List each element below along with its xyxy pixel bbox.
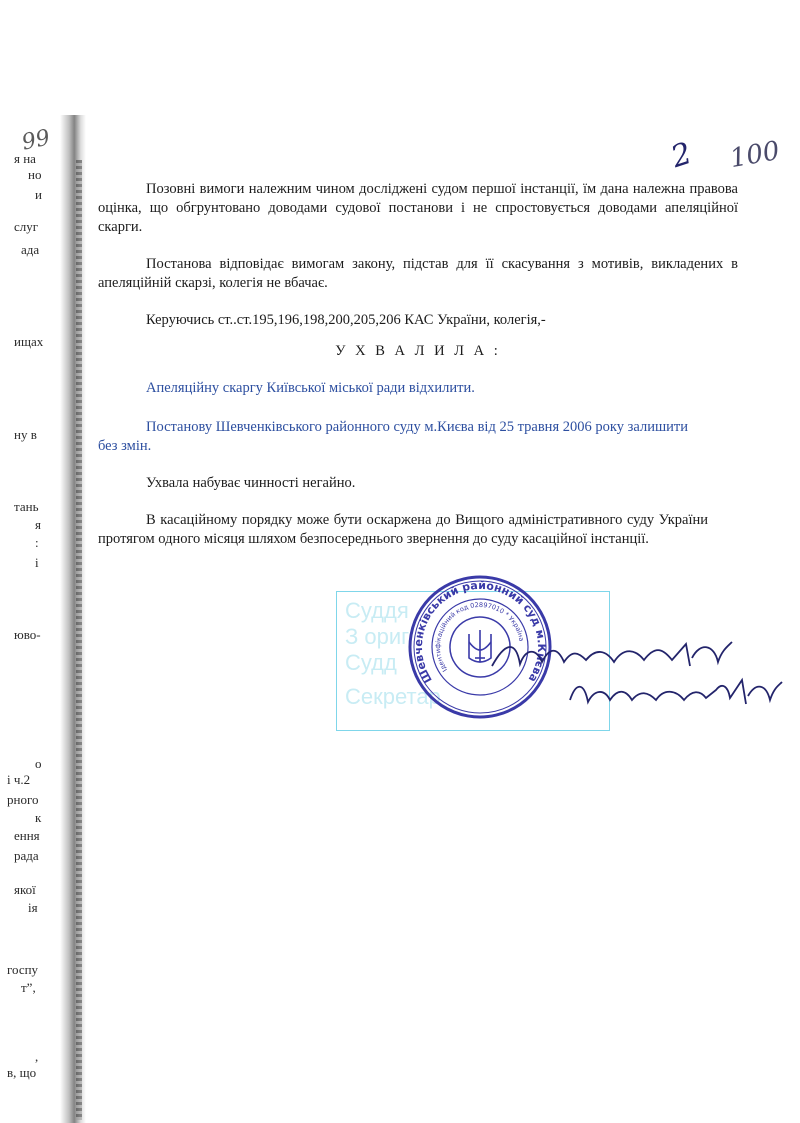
bleed-fragment: слуг <box>14 219 39 234</box>
bleed-fragment: і <box>35 555 39 570</box>
bleed-fragment: о <box>35 756 42 771</box>
certification-original-label: З ориг <box>345 624 410 649</box>
paragraph-effective <box>98 474 738 493</box>
certification-judge-label-2: Судд <box>345 650 397 675</box>
bleed-fragment: : <box>35 535 39 550</box>
handwritten-corner-mark: 99 <box>19 125 53 156</box>
bleed-fragment: т”, <box>21 980 36 995</box>
bleed-fragment: я на <box>14 151 36 166</box>
handwritten-page-number: 2 <box>667 135 697 176</box>
bleed-fragment: ищах <box>14 334 44 349</box>
binding-fold-stitching <box>76 160 82 1120</box>
bleed-fragment: рада <box>14 848 39 863</box>
bleed-fragment: в, що <box>7 1065 37 1080</box>
certification-judge-label: Суддя <box>345 598 409 623</box>
paragraph-ruling-upheld-text: Постанову Шевченківського районного суду м.Києва від 25 травня 2006 року залишити без змін. <box>98 419 688 454</box>
paragraph-appeal-rejected <box>98 379 738 398</box>
bleed-fragment: юво- <box>14 627 41 642</box>
bleed-fragment: рного <box>7 792 39 807</box>
paragraph-cassation-text: В касаційному порядку може бути оскаржена до Вищого адміністративного суду України протягом одного місяця шляхом безпосереднього звернення до суду касаційної інстанції. <box>98 512 708 547</box>
bleed-fragment: тань <box>14 499 39 514</box>
bleed-fragment: но <box>28 167 42 182</box>
bleed-fragment: ення <box>14 828 40 843</box>
bleed-fragment: госпу <box>7 962 39 977</box>
bleed-fragment: я <box>35 517 41 532</box>
paragraph-no-grounds <box>98 255 738 293</box>
paragraph-appeal-rejected-text: Апеляційну скаргу Київської міської ради відхилити. <box>146 380 475 396</box>
binding-fold-shadow <box>60 115 86 1123</box>
bleed-fragment: і ч.2 <box>7 772 31 787</box>
handwritten-folio-number: 100 <box>727 135 782 175</box>
bleed-fragment: ія <box>28 900 38 915</box>
paragraph-ruling-upheld <box>98 418 688 456</box>
paragraph-evaluation <box>98 180 738 237</box>
bleed-fragment: и <box>35 187 42 202</box>
bleed-fragment: ну в <box>14 427 37 442</box>
seal-outer-text: Шевченківський районний суд м.Києва <box>411 578 549 686</box>
ruling-heading: У Х В А Л И Л А : <box>335 343 501 359</box>
paragraph-cassation <box>98 511 708 549</box>
bleed-fragment: якої <box>14 882 36 897</box>
paragraph-legal-basis-text: Керуючись ст..ст.195,196,198,200,205,206 КАС України, колегія,- <box>146 312 546 328</box>
bleed-fragment: , <box>35 1049 39 1064</box>
bleed-fragment: к <box>35 810 42 825</box>
bleed-fragment: ада <box>21 242 40 257</box>
seal-inner-text: Ідентифікаційний код 02897010 * Україна <box>433 600 526 674</box>
certification-secretary-label: Секретар <box>345 684 441 709</box>
paragraph-effective-text: Ухвала набуває чинності негайно. <box>146 475 356 491</box>
paragraph-legal-basis <box>98 311 738 330</box>
paragraph-no-grounds-text: Постанова відповідає вимогам закону, підстав для її скасування з мотивів, викладених в апеляційній скарзі, колегія не вбачає. <box>98 256 738 291</box>
paragraph-evaluation-text: Позовні вимоги належним чином досліджені судом першої інстанції, їм дана належна правова оцінка, що обгрунтовано доводами судової постанови і не спростовується доводами апеляційної скарги. <box>98 181 738 235</box>
